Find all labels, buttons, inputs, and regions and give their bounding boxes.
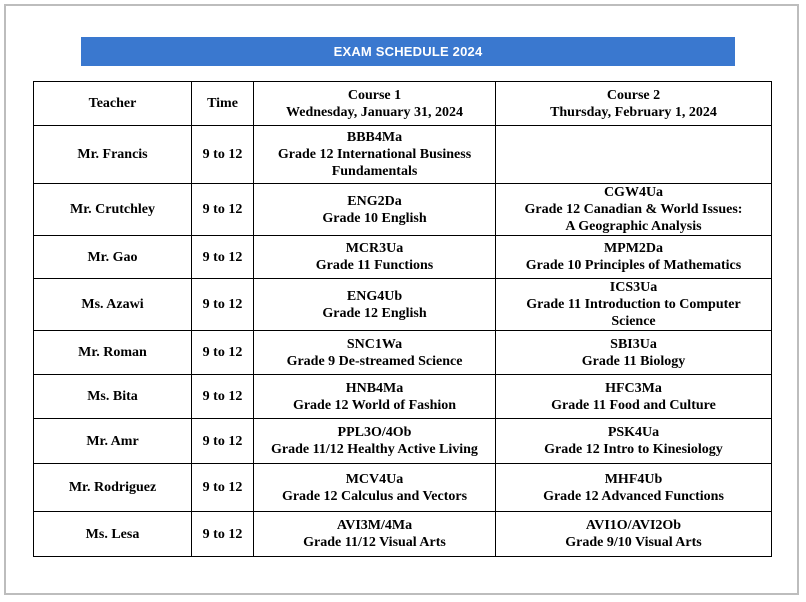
teacher-cell: Mr. Rodriguez xyxy=(34,464,192,512)
time-cell: 9 to 12 xyxy=(192,126,254,184)
table-row xyxy=(34,184,772,236)
header-course-2-title: Course 2 xyxy=(606,87,661,103)
table-row xyxy=(34,419,772,464)
table-body xyxy=(34,126,772,557)
course-2-cell xyxy=(496,512,772,557)
course-1-cell xyxy=(254,419,496,464)
course-code: MHF4Ub xyxy=(604,471,663,487)
teacher-cell: Ms. Lesa xyxy=(34,512,192,557)
teacher-cell: Ms. Azawi xyxy=(34,279,192,331)
course-code: HNB4Ma xyxy=(345,380,404,396)
course-name-line-1: Grade 10 Principles of Mathematics xyxy=(525,258,742,273)
course-name-line-1: Grade 9 De-streamed Science xyxy=(286,353,463,369)
table-row xyxy=(34,236,772,279)
course-name-line-2: A Geographic Analysis xyxy=(565,219,702,234)
time-cell: 9 to 12 xyxy=(192,419,254,464)
table-row xyxy=(34,375,772,419)
time-cell: 9 to 12 xyxy=(192,279,254,331)
teacher-cell: Mr. Francis xyxy=(34,126,192,184)
course-code: AVI3M/4Ma xyxy=(336,518,413,533)
course-1-cell xyxy=(254,184,496,236)
header-course-2 xyxy=(496,82,772,126)
exam-schedule-table xyxy=(33,81,772,557)
table-row xyxy=(34,331,772,375)
course-2-cell xyxy=(496,236,772,279)
course-name-line-1: Grade 11 Biology xyxy=(581,353,686,369)
course-name-line-1: Grade 9/10 Visual Arts xyxy=(565,535,702,550)
course-code: SBI3Ua xyxy=(610,336,657,352)
header-teacher: Teacher xyxy=(34,82,192,126)
course-code: MCR3Ua xyxy=(345,241,404,256)
time-cell: 9 to 12 xyxy=(192,375,254,419)
course-2-cell xyxy=(496,419,772,464)
course-code: MPM2Da xyxy=(603,241,664,256)
course-name-line-2: Fundamentals xyxy=(331,164,418,179)
course-name-line-1: Grade 12 Calculus and Vectors xyxy=(281,488,468,504)
header-course-1-date: Wednesday, January 31, 2024 xyxy=(286,104,463,120)
course-name-line-1: Grade 12 Advanced Functions xyxy=(543,488,724,504)
table-row xyxy=(34,512,772,557)
teacher-cell: Ms. Bita xyxy=(34,375,192,419)
time-cell: 9 to 12 xyxy=(192,184,254,236)
course-name-line-1: Grade 12 Intro to Kinesiology xyxy=(544,442,723,457)
course-code: SNC1Wa xyxy=(346,336,403,352)
course-code: CGW4Ua xyxy=(603,185,664,200)
table-header-row xyxy=(34,82,772,126)
course-name-line-1: Grade 12 Canadian & World Issues: xyxy=(524,202,743,217)
course-2-cell xyxy=(496,464,772,512)
teacher-cell: Mr. Roman xyxy=(34,331,192,375)
table-row xyxy=(34,279,772,331)
course-2-cell xyxy=(496,279,772,331)
schedule-banner: EXAM SCHEDULE 2024 xyxy=(81,37,735,66)
course-1-cell xyxy=(254,126,496,184)
course-code: MCV4Ua xyxy=(345,471,404,487)
course-1-cell xyxy=(254,331,496,375)
header-course-1 xyxy=(254,82,496,126)
course-name-line-1: Grade 10 English xyxy=(322,210,427,226)
course-1-cell xyxy=(254,375,496,419)
header-course-1-title: Course 1 xyxy=(347,87,402,103)
header-time: Time xyxy=(192,82,254,126)
course-2-cell xyxy=(496,126,772,184)
course-code: PPL3O/4Ob xyxy=(337,425,412,440)
time-cell: 9 to 12 xyxy=(192,464,254,512)
time-cell: 9 to 12 xyxy=(192,331,254,375)
course-name-line-1: Grade 11/12 Visual Arts xyxy=(303,535,446,550)
course-code: ICS3Ua xyxy=(609,280,658,295)
course-name-line-1: Grade 12 English xyxy=(322,305,427,321)
course-1-cell xyxy=(254,279,496,331)
course-2-cell xyxy=(496,331,772,375)
teacher-cell: Mr. Gao xyxy=(34,236,192,279)
course-code: BBB4Ma xyxy=(346,130,403,145)
course-name-line-1: Grade 12 International Business xyxy=(277,147,472,162)
course-name-line-2: Science xyxy=(611,314,656,329)
table-row xyxy=(34,126,772,184)
course-2-cell xyxy=(496,184,772,236)
course-name-line-1: Grade 11 Food and Culture xyxy=(551,397,716,413)
course-name-line-1: Grade 11/12 Healthy Active Living xyxy=(271,442,478,457)
header-course-2-date: Thursday, February 1, 2024 xyxy=(550,104,717,120)
course-name-line-1: Grade 11 Introduction to Computer xyxy=(526,297,741,312)
course-code: ENG2Da xyxy=(347,193,402,209)
course-name-line-1: Grade 11 Functions xyxy=(315,258,434,273)
table-row xyxy=(34,464,772,512)
time-cell: 9 to 12 xyxy=(192,512,254,557)
course-1-cell xyxy=(254,464,496,512)
course-1-cell xyxy=(254,236,496,279)
course-code: HFC3Ma xyxy=(605,380,662,396)
course-2-cell xyxy=(496,375,772,419)
time-cell: 9 to 12 xyxy=(192,236,254,279)
course-code: PSK4Ua xyxy=(607,425,660,440)
course-code: ENG4Ub xyxy=(346,288,403,304)
course-code: AVI1O/AVI2Ob xyxy=(585,518,682,533)
course-name-line-1: Grade 12 World of Fashion xyxy=(292,397,457,413)
course-1-cell xyxy=(254,512,496,557)
teacher-cell: Mr. Amr xyxy=(34,419,192,464)
teacher-cell: Mr. Crutchley xyxy=(34,184,192,236)
